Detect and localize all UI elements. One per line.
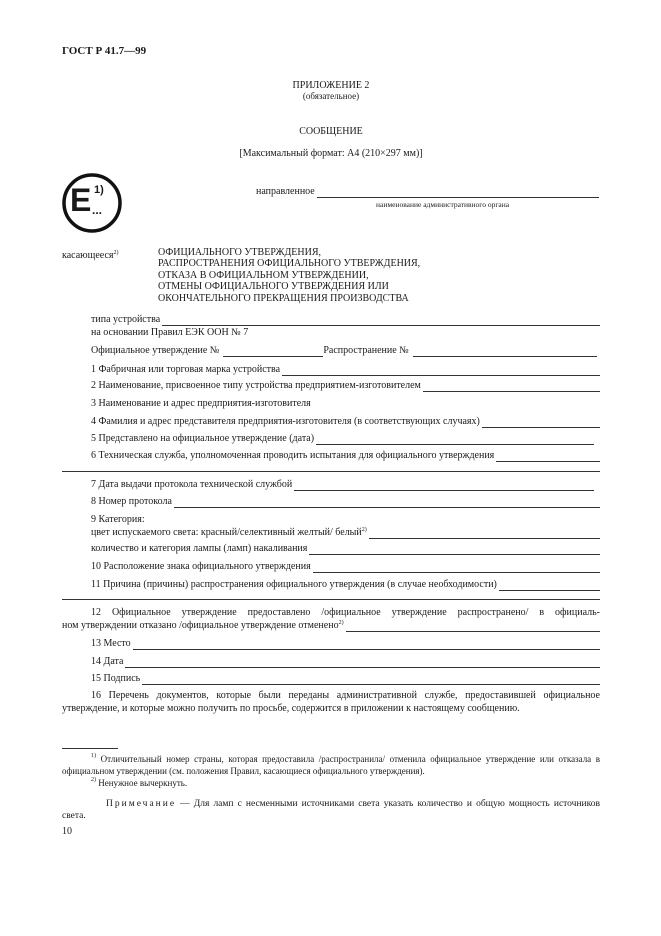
item-15-label: 15 Подпись <box>91 673 141 684</box>
item-8-field[interactable] <box>174 498 600 508</box>
item-9-color-row <box>91 527 600 539</box>
footnote-1: $^{1)}$ Отличительный номер страны, которая предоставила /распространила/ отменила официальное утверждение или отказала в официальном утверждении (см. положения Правил, касающиеся официального утверждения). <box>62 753 601 776</box>
approval-number-row <box>91 345 597 357</box>
item-7-row <box>91 479 594 491</box>
item-3-label: 3 Наименование и адрес предприятия-изготовителя <box>91 398 311 409</box>
item-12-label: ном утверждении отказано /официальное утверждение отменено$^{2)}$ <box>62 620 344 631</box>
concerning-line: ОКОНЧАТЕЛЬНОГО ПРЕКРАЩЕНИЯ ПРОИЗВОДСТВА <box>158 292 409 304</box>
item-8-row <box>91 496 600 508</box>
item-8-label: 8 Номер протокола <box>91 496 172 507</box>
item-9-lamps-field[interactable] <box>309 545 600 555</box>
item-6-row <box>91 450 600 462</box>
item-6-label: 6 Техническая служба, уполномоченная проводить испытания для официального утверждения <box>91 450 495 461</box>
item-11-label: 11 Причина (причины) распространения официального утверждения (в случае необходимости) <box>91 579 497 590</box>
item-7-label: 7 Дата выдачи протокола технической службой <box>91 479 293 490</box>
approval-mark-logo <box>61 172 123 234</box>
item-9-lamps-label: количество и категория лампы (ламп) накаливания <box>91 543 308 554</box>
item-10-field[interactable] <box>313 563 600 573</box>
concerning-list <box>158 247 420 304</box>
item-13-label: 13 Место <box>91 638 131 649</box>
sent-to-row <box>256 186 599 198</box>
sent-to-caption: наименование административного органа <box>376 200 510 209</box>
note-paragraph: Примечание — Для ламп с несменными источниками света указать количество и общую мощность источников света. <box>62 799 600 821</box>
approval-number-label: Официальное утверждение № <box>91 345 220 356</box>
extension-number-field[interactable] <box>413 347 597 357</box>
concerning-line: ОФИЦИАЛЬНОГО УТВЕРЖДЕНИЯ, <box>158 247 322 258</box>
item-2-row <box>91 380 600 392</box>
logo-letter: E <box>70 182 92 218</box>
item-11-field[interactable] <box>499 581 600 591</box>
footnote-separator <box>62 748 118 749</box>
item-13-row <box>91 638 600 650</box>
extension-number-label: Распространение № <box>323 345 409 356</box>
item-4-field[interactable] <box>482 418 600 428</box>
item-2-label: 2 Наименование, присвоенное типу устройства предприятием-изготовителем <box>91 380 421 391</box>
item-14-field[interactable] <box>125 658 600 668</box>
item-15-row <box>91 673 600 685</box>
item-3-row <box>91 398 600 410</box>
item-1-row <box>91 364 600 376</box>
item-5-row <box>91 433 594 445</box>
document-code: ГОСТ Р 41.7—99 <box>62 45 147 57</box>
item-12-field[interactable] <box>346 622 600 632</box>
footnote-2: $^{2)}$ Ненужное вычеркнуть. <box>91 777 188 788</box>
note-label: Примечание <box>106 799 177 809</box>
regulation-label: на основании Правил ЕЭК ООН № 7 <box>91 327 249 338</box>
item-7-field[interactable] <box>294 481 594 491</box>
footnote-2-mark: 2) <box>91 777 96 783</box>
appendix-title: ПРИЛОЖЕНИЕ 2 <box>292 80 370 91</box>
item-14-row <box>91 656 600 668</box>
item-15-field[interactable] <box>142 675 600 685</box>
device-type-row <box>91 314 600 326</box>
item-9-color-label: цвет испускаемого света: красный/селективный желтый/ белый$^{2)}$ <box>91 527 367 538</box>
item-9-lamps-row <box>91 543 600 555</box>
item-2-field[interactable] <box>423 382 600 392</box>
item-4-label: 4 Фамилия и адрес представителя предприятия-изготовителя (в соответствующих случаях) <box>91 416 480 427</box>
item-12-line-1: 12 Официальное утверждение предоставлено /официальное утверждение распространено/ в официаль- <box>91 607 600 618</box>
approval-number-field[interactable] <box>223 347 323 357</box>
item-6-continuation-line[interactable] <box>62 471 600 472</box>
footnote-1-mark: 1) <box>91 753 96 759</box>
format-note: [Максимальный формат: А4 (210×297 мм)] <box>239 148 423 159</box>
item-14-label: 14 Дата <box>91 656 124 667</box>
item-5-field[interactable] <box>316 435 594 445</box>
item-11-continuation-line[interactable] <box>62 599 600 600</box>
device-type-label: типа устройства <box>91 314 161 325</box>
logo-superscript: 1) <box>94 184 104 196</box>
item-10-row <box>91 561 600 573</box>
item-5-label: 5 Представлено на официальное утверждение (дата) <box>91 433 315 444</box>
item-13-field[interactable] <box>133 640 600 650</box>
item-12-row <box>62 620 600 632</box>
item-6-field[interactable] <box>496 452 600 462</box>
message-title: СООБЩЕНИЕ <box>299 126 363 137</box>
item-1-label: 1 Фабричная или торговая марка устройства <box>91 364 281 375</box>
concerning-line: РАСПРОСТРАНЕНИЯ ОФИЦИАЛЬНОГО УТВЕРЖДЕНИЯ, <box>158 258 421 270</box>
sent-to-field[interactable] <box>317 188 599 198</box>
device-type-field[interactable] <box>162 316 600 326</box>
item-10-label: 10 Расположение знака официального утверждения <box>91 561 311 572</box>
concerning-line: ОТКАЗА В ОФИЦИАЛЬНОМ УТВЕРЖДЕНИИ, <box>158 269 369 281</box>
concerning-label: касающееся$^{2)}$ <box>62 250 119 261</box>
item-4-row <box>91 416 600 428</box>
logo-dots: ... <box>92 203 103 217</box>
item-9-color-field[interactable] <box>369 529 600 539</box>
sent-to-label: направленное <box>256 186 315 197</box>
appendix-subtitle: (обязательное) <box>302 91 360 101</box>
page-number: 10 <box>62 826 72 837</box>
item-9-label: 9 Категория: <box>91 514 145 525</box>
item-1-field[interactable] <box>282 366 600 376</box>
item-16-paragraph: 16 Перечень документов, которые были переданы административной службе, предоставившей официальное утверждение, и которые можно получить по просьбе, содержится в приложении к настоящему сообщению. <box>62 690 600 714</box>
item-11-row <box>91 579 600 591</box>
concerning-line: ОТМЕНЫ ОФИЦИАЛЬНОГО УТВЕРЖДЕНИЯ ИЛИ <box>158 281 389 293</box>
